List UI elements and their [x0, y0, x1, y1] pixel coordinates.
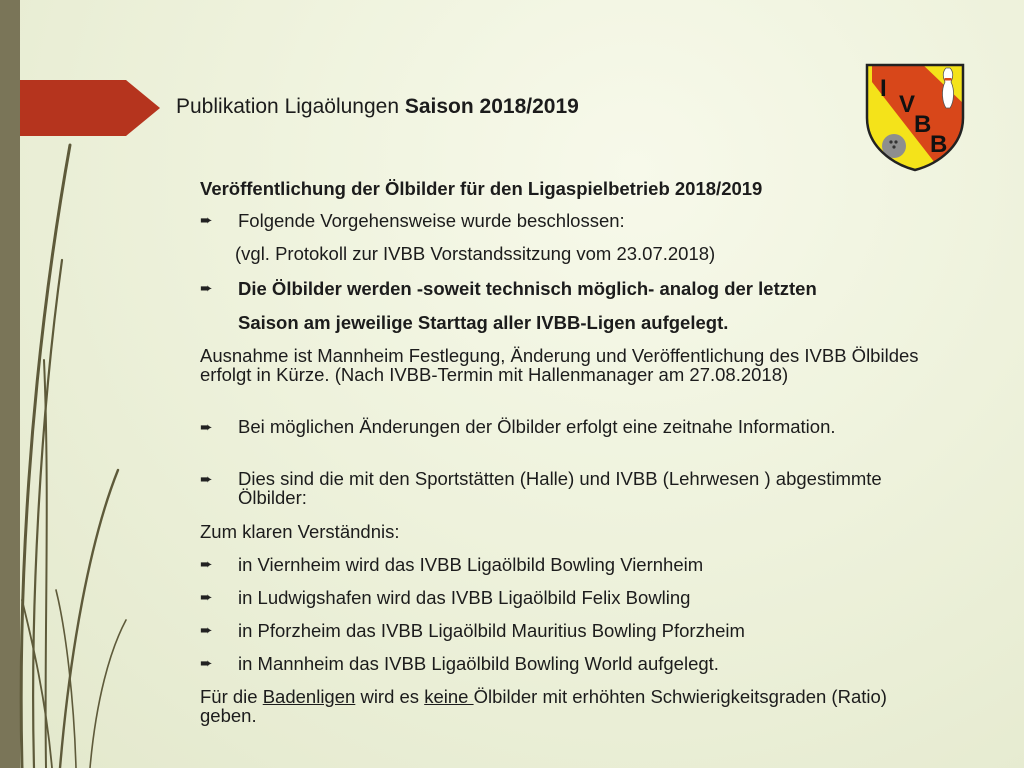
arrow-right-icon: ➨ [200, 589, 213, 606]
arrow-right-icon: ➨ [200, 419, 213, 436]
arrow-right-icon: ➨ [200, 280, 213, 297]
final-paragraph [200, 687, 920, 725]
clarity-label: Zum klaren Verständnis: [200, 521, 400, 542]
badenligen-underlined: Badenligen [262, 686, 356, 707]
bullet-text: in Ludwigshafen wird das IVBB Ligaölbild Felix Bowling [238, 587, 691, 608]
keine-underlined: keine [424, 686, 474, 707]
bullet-text: in Pforzheim das IVBB Ligaölbild Mauritius Bowling Pforzheim [238, 620, 745, 641]
logo-letter: B [914, 111, 932, 138]
title-season: Saison 2018/2019 [404, 95, 579, 118]
bullet-text: in Mannheim das IVBB Ligaölbild Bowling World aufgelegt. [238, 653, 719, 674]
title-arrow-banner [20, 80, 160, 136]
bullet-text: Die Ölbilder werden -soweit technisch möglich- analog der letzten [238, 278, 817, 299]
bullet-text: Bei möglichen Änderungen der Ölbilder erfolgt eine zeitnahe Information. [238, 416, 836, 437]
bullet-text: Saison am jeweilige Starttag aller IVBB-Ligen aufgelegt. [238, 312, 729, 333]
bullet-text: Dies sind die mit den Sportstätten (Halle) und IVBB (Lehrwesen ) abgestimmte Ölbilder: [238, 468, 882, 508]
arrow-right-icon: ➨ [200, 556, 213, 573]
section-heading: Veröffentlichung der Ölbilder für den Ligaspielbetrieb 2018/2019 [200, 178, 763, 199]
final-text: Für die [200, 686, 263, 707]
logo-letter: B [930, 131, 948, 158]
final-text: wird es [355, 686, 425, 707]
title-prefix: Publikation Ligaölungen [176, 95, 405, 118]
logo-letter: V [899, 91, 916, 118]
logo-letter: I [880, 75, 887, 102]
bullet-text: in Viernheim wird das IVBB Ligaölbild Bowling Viernheim [238, 554, 704, 575]
bullet-text: Folgende Vorgehensweise wurde beschlossen: [238, 210, 625, 231]
arrow-right-icon: ➨ [200, 655, 213, 672]
final-text: Ölbilder mit erhöhten Schwierigkeitsgraden (Ratio) geben. [200, 686, 887, 726]
ivbb-logo [864, 62, 966, 172]
protocol-note: (vgl. Protokoll zur IVBB Vorstandssitzung vom 23.07.2018) [235, 243, 716, 264]
page-title [176, 95, 579, 119]
arrow-right-icon: ➨ [200, 622, 213, 639]
exception-paragraph: Ausnahme ist Mannheim Festlegung, Änderung und Veröffentlichung des IVBB Ölbildes erfolgt in Kürze. (Nach IVBB-Termin mit Hallenmanager am 27.08.2018) [200, 345, 919, 385]
arrow-right-icon: ➨ [200, 212, 213, 229]
arrow-right-icon: ➨ [200, 471, 213, 488]
